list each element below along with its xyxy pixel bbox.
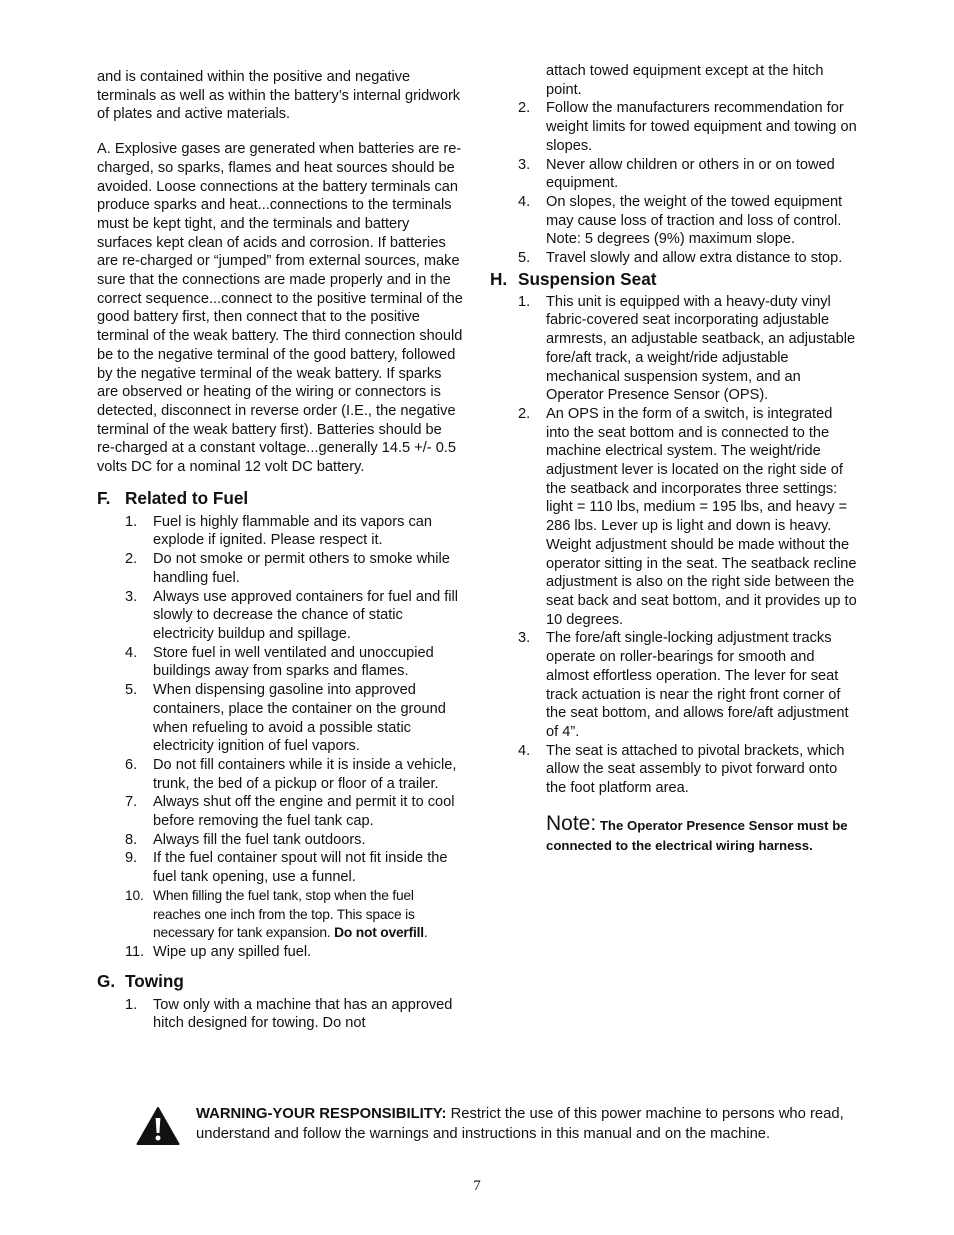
left-column: [97, 62, 463, 1033]
section-h-heading: [490, 268, 858, 290]
warning-body: Restrict the use of this power machine to persons who read, understand and follow the warnings and instructions in this manual and on the machine.: [196, 1106, 844, 1142]
towing-item-continuation: attach towed equipment except at the hitch point.: [546, 63, 824, 98]
note-label: Note:: [546, 811, 597, 835]
ops-note: [490, 811, 858, 856]
section-f-heading: [97, 487, 463, 509]
list-item: 2. Follow the manufacturers recommendation for weight limits for towed equipment and towing on slopes.: [518, 100, 857, 154]
list-item: 10. When filling the fuel tank, stop when the fuel reaches one inch from the top. This space is necessary for tank expansion. Do not overfill.: [125, 887, 428, 941]
section-g-title: Towing: [125, 970, 184, 991]
list-item: 5. Travel slowly and allow extra distance to stop.: [518, 250, 843, 267]
list-item: 8. Always fill the fuel tank outdoors.: [125, 831, 366, 848]
list-item: 9. If the fuel container spout will not fit inside the fuel tank opening, use a funnel.: [125, 850, 448, 886]
list-item: 3. The fore/aft single-locking adjustment tracks operate on roller-bearings for smooth and almost effortless operation. The lever for seat track actuation is near the right front corner of the seat bottom, and allows fore/aft adjustment of 4”.: [518, 630, 849, 740]
towing-list: [97, 996, 463, 1033]
page-number: 7: [473, 1178, 481, 1194]
section-h-letter: H.: [490, 268, 508, 289]
list-item: 3. Always use approved containers for fuel and fill slowly to decrease the chance of static electricity buildup and spillage.: [125, 588, 459, 642]
list-item: 5. When dispensing gasoline into approved containers, place the container on the ground when refueling to avoid a possible static electricity ignition of fuel vapors.: [125, 682, 446, 755]
list-item: 11. Wipe up any spilled fuel.: [125, 943, 312, 960]
warning-label: WARNING-YOUR RESPONSIBILITY:: [196, 1106, 447, 1122]
section-f-title: Related to Fuel: [125, 487, 249, 508]
do-not-overfill-emphasis: Do not overfill: [334, 925, 424, 941]
warning-notice: [136, 1104, 856, 1146]
right-column: [490, 62, 858, 856]
list-item: 1. Tow only with a machine that has an approved hitch designed for towing. Do not: [125, 996, 453, 1032]
section-f-letter: F.: [97, 487, 111, 508]
list-item: 2. Do not smoke or permit others to smoke while handling fuel.: [125, 551, 450, 586]
section-g-heading: [97, 970, 463, 992]
list-item: 4. The seat is attached to pivotal brackets, which allow the seat assembly to pivot forward onto the foot platform area.: [518, 742, 845, 797]
list-item: 1. Fuel is highly flammable and its vapors can explode if ignited. Please respect it.: [125, 513, 433, 549]
section-g-letter: G.: [97, 970, 116, 991]
warning-text: [196, 1104, 856, 1144]
list-item: 2. An OPS in the form of a switch, is integrated into the seat bottom and is connected to the machine electrical system. The weight/ride adjustment lever is located on the right side of the seatback and incorporates three settings: light = 110 lbs, medium = 195 lbs, and heavy = 286 lbs. Lever up is light and down is heavy. Weight adjustment should be made without the operator sitting in the seat. The seatback recline adjustment is also on the right side between the seat back and seat bottom, and it provides up to 10 degrees.: [518, 405, 857, 628]
warning-triangle-icon: [136, 1106, 180, 1146]
list-item: 1. This unit is equipped with a heavy-duty vinyl fabric-covered seat incorporating adjustable armrests, an adjustable seatback, an adjustable fore/aft track, a weight/ride adjustable mechanical suspension system, and an Operator Presence Sensor (OPS).: [518, 293, 856, 404]
list-item: 6. Do not fill containers while it is inside a vehicle, trunk, the bed of a pickup or floor of a trailer.: [125, 756, 457, 792]
fuel-list: [97, 513, 463, 962]
note-text: The Operator Presence Sensor must be connected to the electrical wiring harness.: [546, 817, 848, 853]
suspension-seat-list: [490, 293, 858, 798]
intro-paragraph: and is contained within the positive and negative terminals as well as within the battery’s internal gridwork of plates and active materials.: [97, 69, 461, 123]
battery-explosive-gases-paragraph: A. Explosive gases are generated when batteries are re-charged, so sparks, flames and heat sources should be avoided. Loose connections at the battery terminals can produce sparks and heat...connections to the terminals must be kept tight, and the terminals and battery surfaces kept clean of acids and corrosion. If batteries are re-charged or “jumped” from external sources, make sure that the connections are made properly and in the correct sequence...connect to the positive terminal of the good battery first, then connect that to the positive terminal of the weak battery. The third connection should be to the negative terminal of the good battery, followed by the negative terminal of the weak battery. If sparks are observed or heating of the wiring or connectors is detected, disconnect in reverse order (I.E., the negative terminal of the weak battery first). Batteries should be re-charged at a constant voltage...generally 14.5 +/- 0.5 volts DC for a nominal 12 volt DC battery.: [97, 141, 463, 476]
list-item: 4. On slopes, the weight of the towed equipment may cause loss of traction and loss of control. Note: 5 degrees (9%) maximum slope.: [518, 193, 843, 248]
list-item: 4. Store fuel in well ventilated and unoccupied buildings away from sparks and flames.: [125, 644, 434, 680]
towing-list-continued: [490, 99, 858, 267]
list-item: 7. Always shut off the engine and permit it to cool before removing the fuel tank cap.: [125, 794, 455, 830]
section-h-title: Suspension Seat: [518, 268, 657, 289]
list-item: 3. Never allow children or others in or on towed equipment.: [518, 156, 835, 192]
